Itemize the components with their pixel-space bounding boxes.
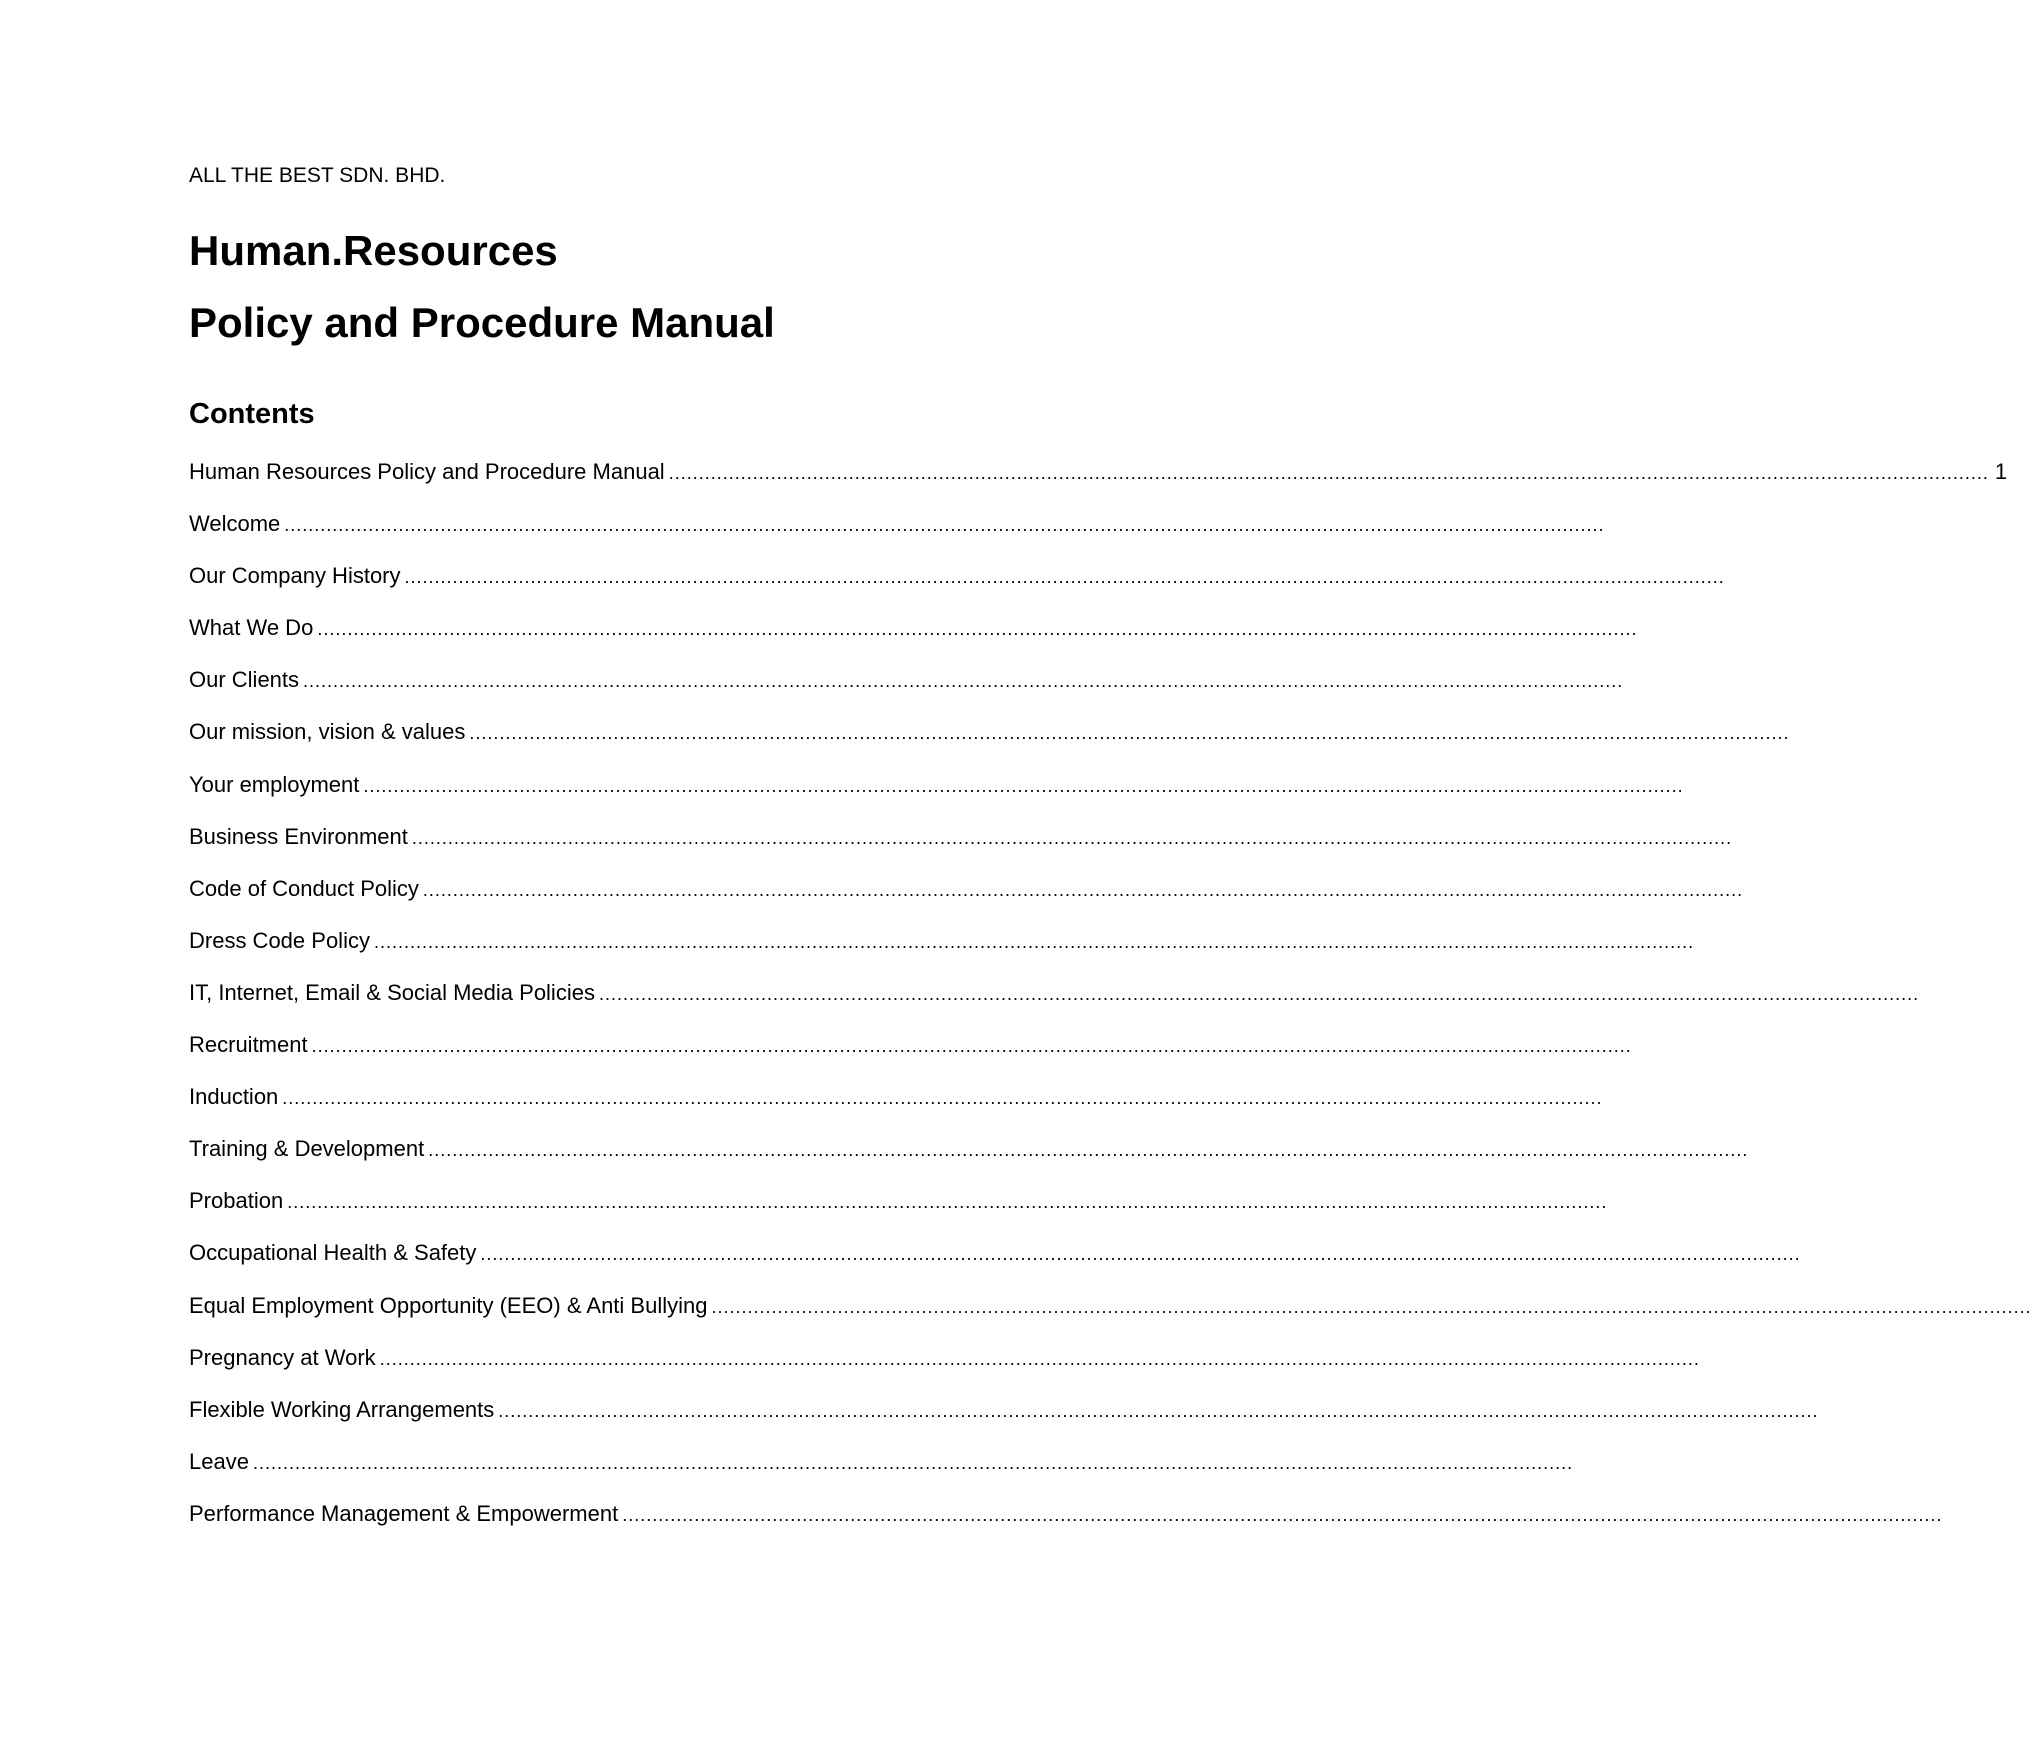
toc-entry-label: Our Company History — [189, 563, 401, 589]
toc-dot-leader: ............................................................................................................................................................................................................................ — [287, 1192, 1608, 1213]
toc-dot-leader: ............................................................................................................................................................................................................................ — [284, 515, 1605, 536]
toc-entry-label: Human Resources Policy and Procedure Manual — [189, 459, 665, 484]
toc-entry[interactable] — [189, 1186, 1608, 1238]
toc-dot-leader: ............................................................................................................................................................................................................................ — [317, 619, 1638, 640]
toc-dot-leader: ............................................................................................................................................................................................................................ — [373, 931, 1695, 952]
toc-dot-leader: ............................................................................................................................................................................................................................ — [252, 1452, 1574, 1473]
toc-dot-leader: ............................................................................................................................................................................................................................ — [428, 1140, 1749, 1161]
toc-dot-leader: ............................................................................................................................................................................................................................ — [311, 1036, 1632, 1057]
toc-dot-leader: ............................................................................................................................................................................................................................ — [668, 463, 1989, 483]
toc-entry-label: Business Environment — [189, 823, 408, 849]
toc-entry-label: Recruitment — [189, 1032, 308, 1058]
toc-dot-leader: ............................................................................................................................................................................................................................ — [422, 879, 1744, 900]
toc-entry-label: What We Do — [189, 615, 314, 641]
toc-entry[interactable] — [189, 822, 1733, 874]
toc-entry-label: Probation — [189, 1188, 284, 1214]
toc-dot-leader: ............................................................................................................................................................................................................................ — [598, 983, 1920, 1004]
toc-entry[interactable] — [189, 1291, 2032, 1343]
toc-entry-label: Welcome — [189, 511, 281, 537]
toc-entry-label: Equal Employment Opportunity (EEO) & Anti Bullying — [189, 1292, 708, 1318]
toc-dot-leader: ............................................................................................................................................................................................................................ — [411, 827, 1733, 848]
toc-entry[interactable] — [189, 613, 1638, 665]
toc-entry[interactable] — [189, 1395, 1819, 1447]
document-title-line-2: Policy and Procedure Manual — [189, 299, 775, 346]
toc-entry-page-number: 1 — [1994, 459, 2008, 484]
toc-entry[interactable] — [189, 978, 1920, 1030]
toc-dot-leader: ............................................................................................................................................................................................................................ — [498, 1400, 1819, 1421]
toc-dot-leader: ............................................................................................................................................................................................................................ — [282, 1088, 1603, 1109]
toc-entry[interactable] — [189, 874, 1744, 926]
contents-heading: Contents — [189, 398, 315, 430]
toc-entry-label: Dress Code Policy — [189, 927, 370, 953]
toc-dot-leader: ............................................................................................................................................................................................................................ — [711, 1296, 2032, 1317]
toc-dot-leader: ............................................................................................................................................................................................................................ — [404, 567, 1725, 588]
toc-entry-label: Flexible Working Arrangements — [189, 1396, 495, 1422]
toc-entry-label: Performance Management & Empowerment — [189, 1500, 619, 1526]
toc-entry[interactable] — [189, 1499, 1943, 1551]
toc-entry-label: Occupational Health & Safety — [189, 1240, 477, 1266]
toc-entry[interactable] — [189, 770, 1684, 822]
toc-entry[interactable] — [189, 717, 1790, 769]
toc-dot-leader: ............................................................................................................................................................................................................................ — [622, 1504, 1943, 1525]
toc-dot-leader: ............................................................................................................................................................................................................................ — [303, 671, 1624, 692]
toc-entry[interactable] — [189, 1238, 1801, 1290]
toc-entry[interactable] — [189, 1343, 1700, 1395]
toc-entry[interactable] — [189, 1082, 1603, 1134]
toc-entry[interactable] — [189, 665, 1624, 717]
toc-entry-label: Our Clients — [189, 667, 300, 693]
toc-entry[interactable] — [189, 926, 1695, 978]
toc-entry[interactable] — [189, 1134, 1749, 1186]
toc-entry[interactable] — [189, 1030, 1632, 1082]
company-name: ALL THE BEST SDN. BHD. — [189, 164, 446, 187]
toc-dot-leader: ............................................................................................................................................................................................................................ — [363, 775, 1684, 796]
toc-entry[interactable] — [189, 509, 1605, 561]
toc-dot-leader: ............................................................................................................................................................................................................................ — [480, 1244, 1801, 1265]
toc-entry-label: Leave — [189, 1448, 249, 1474]
table-of-contents — [189, 457, 2032, 1551]
toc-entry[interactable] — [189, 561, 1725, 613]
toc-dot-leader: ............................................................................................................................................................................................................................ — [379, 1348, 1700, 1369]
toc-entry[interactable] — [189, 457, 2008, 509]
toc-entry-label: Your employment — [189, 771, 360, 797]
document-title-line-1: Human.Resources — [189, 227, 558, 274]
toc-entry-label: Pregnancy at Work — [189, 1344, 376, 1370]
toc-entry[interactable] — [189, 1447, 1574, 1499]
toc-entry-label: IT, Internet, Email & Social Media Policies — [189, 979, 595, 1005]
toc-dot-leader: ............................................................................................................................................................................................................................ — [469, 723, 1790, 744]
toc-entry-label: Induction — [189, 1084, 279, 1110]
toc-entry-label: Our mission, vision & values — [189, 719, 466, 745]
toc-entry-label: Training & Development — [189, 1136, 425, 1162]
toc-entry-label: Code of Conduct Policy — [189, 875, 419, 901]
